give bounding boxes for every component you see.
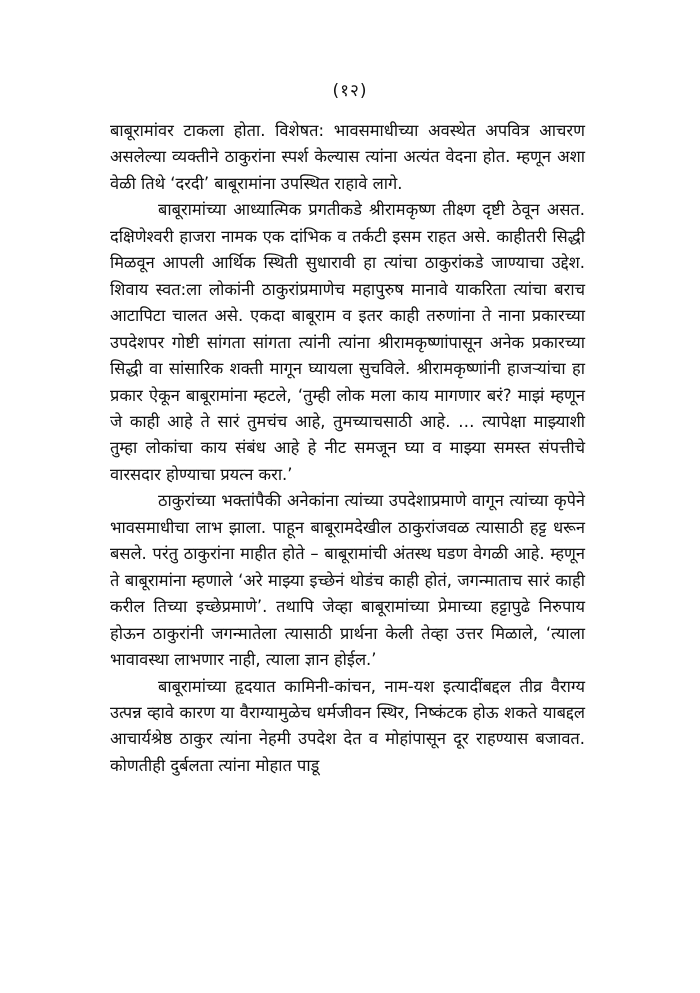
paragraph-4: बाबूरामांच्या हृदयात कामिनी-कांचन, नाम-यश इत्यादींबद्दल तीव्र वैराग्य उत्पन्न व्हावे कारण या वैराग्यामुळेच धर्मजीवन स्थिर, निष्कंटक होऊ शकते याबद्दल आचार्यश्रेष्ठ ठाकुर त्यांना नेहमी उपदेश देत व मोहांपासून दूर राहण्यास बजावत. कोणतीही दुर्बलता त्यांना मोहात पाडू <box>110 676 585 775</box>
body-text <box>110 118 585 779</box>
paragraph-2: बाबूरामांच्या आध्यात्मिक प्रगतीकडे श्रीरामकृष्ण तीक्ष्ण दृष्टी ठेवून असत. दक्षिणेश्वरी हाजरा नामक एक दांभिक व तर्कटी इसम राहत असे. काहीतरी सिद्धी मिळवून आपली आर्थिक स्थिती सुधारावी हा त्यांचा ठाकुरांकडे जाण्याचा उद्देश. शिवाय स्वत:ला लोकांनी ठाकुरांप्रमाणेच महापुरुष मानावे याकरिता त्यांचा बराच आटापिटा चालत असे. एकदा बाबूराम व इतर काही तरुणांना ते नाना प्रकारच्या उपदेशपर गोष्टी सांगता सांगता त्यांनी त्यांना श्रीरामकृष्णांपासून अनेक प्रकारच्या सिद्धी वा सांसारिक शक्ती मागून घ्यायला सुचविले. श्रीरामकृष्णांनी हाजऱ्यांचा हा प्रकार ऐकून बाबूरामांना म्हटले, ‘तुम्ही लोक मला काय मागणार बरं? माझं म्हणून जे काही आहे ते सारं तुमचंच आहे, तुमच्याचसाठी आहे. … त्यापेक्षा माझ्याशी तुम्हा लोकांचा काय संबंध आहे हे नीट समजून घ्या व माझ्या समस्त संपत्तीचे वारसदार होण्याचा प्रयत्न करा.’ <box>110 200 585 484</box>
page-number: (१२) <box>332 81 368 101</box>
paragraph-1: बाबूरामांवर टाकला होता. विशेषत: भावसमाधीच्या अवस्थेत अपवित्र आचरण असलेल्या व्यक्तीने ठाकुरांना स्पर्श केल्यास त्यांना अत्यंत वेदना होत. म्हणून अशा वेळी तिथे ‘दरदी’ बाबूरामांना उपस्थित राहावे लागे. <box>110 121 585 193</box>
paragraph-3: ठाकुरांच्या भक्तांपैकी अनेकांना त्यांच्या उपदेशाप्रमाणे वागून त्यांच्या कृपेने भावसमाधीचा लाभ झाला. पाहून बाबूरामदेखील ठाकुरांजवळ त्यासाठी हट्ट धरून बसले. परंतु ठाकुरांना माहीत होते – बाबूरामांची अंतस्थ घडण वेगळी आहे. म्हणून ते बाबूरामांना म्हणाले ‘अरे माझ्या इच्छेनं थोडंच काही होतं, जगन्माताच सारं काही करील तिच्या इच्छेप्रमाणे’. तथापि जेव्हा बाबूरामांच्या प्रेमाच्या हट्टापुढे निरुपाय होऊन ठाकुरांनी जगन्मातेला त्यासाठी प्रार्थना केली तेव्हा उत्तर मिळाले, ‘त्याला भावावस्था लाभणार नाही, त्याला ज्ञान होईल.’ <box>110 491 585 670</box>
